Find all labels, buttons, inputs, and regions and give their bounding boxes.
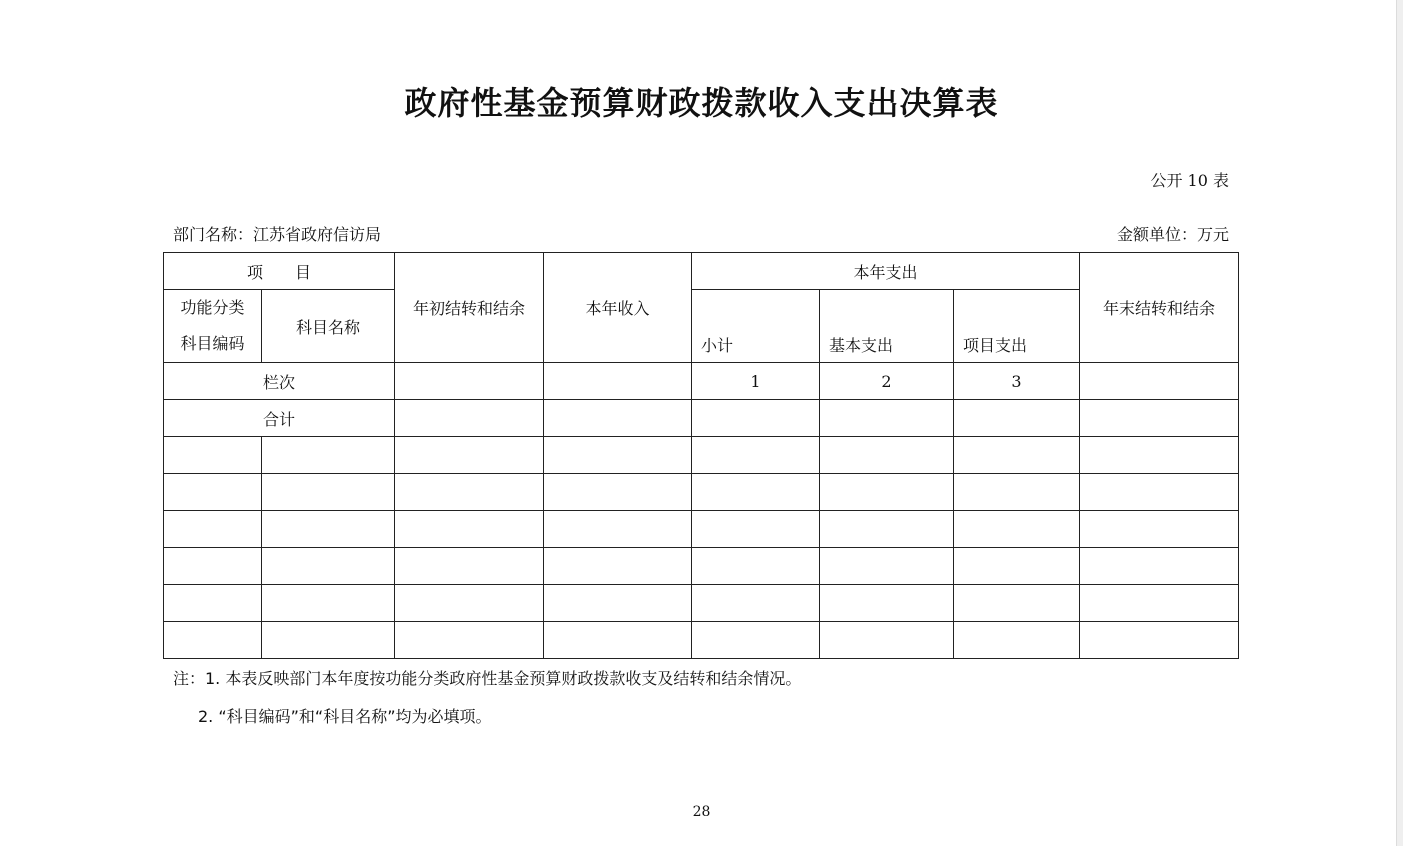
cell <box>954 622 1080 659</box>
cell <box>395 622 544 659</box>
header-subtotal: 小计 <box>692 290 820 363</box>
cell <box>1080 548 1239 585</box>
cell <box>544 437 692 474</box>
cell <box>820 585 954 622</box>
header-row-2 <box>164 290 1239 363</box>
cell <box>544 474 692 511</box>
cell <box>262 585 395 622</box>
header-closing-balance: 年末结转和结余 <box>1080 253 1239 363</box>
header-subject-name: 科目名称 <box>262 290 395 363</box>
header-opening-balance: 年初结转和结余 <box>395 253 544 363</box>
cell <box>544 548 692 585</box>
cell <box>692 400 820 437</box>
cell <box>820 622 954 659</box>
total-row <box>164 400 1239 437</box>
cell <box>1080 363 1239 400</box>
column-number-1: 1 <box>692 363 820 400</box>
cell <box>1080 437 1239 474</box>
budget-table <box>163 252 1239 659</box>
table-row <box>164 622 1239 659</box>
cell <box>164 548 262 585</box>
cell <box>954 585 1080 622</box>
page-edge <box>1396 0 1403 846</box>
cell <box>262 511 395 548</box>
cell <box>1080 400 1239 437</box>
header-row-1 <box>164 253 1239 290</box>
cell <box>820 548 954 585</box>
cell <box>820 400 954 437</box>
cell <box>544 511 692 548</box>
note-2: 2. “科目编码”和“科目名称”均为必填项。 <box>198 707 492 726</box>
cell <box>164 511 262 548</box>
header-item: 项 目 <box>164 253 395 290</box>
header-project-expenditure: 项目支出 <box>954 290 1080 363</box>
department-name: 部门名称：江苏省政府信访局 <box>173 225 382 244</box>
cell <box>395 363 544 400</box>
cell <box>544 585 692 622</box>
page-number: 28 <box>692 804 711 820</box>
table-row <box>164 437 1239 474</box>
cell <box>395 474 544 511</box>
cell <box>395 585 544 622</box>
cell <box>395 437 544 474</box>
cell <box>692 437 820 474</box>
table-row <box>164 548 1239 585</box>
table-row <box>164 585 1239 622</box>
cell <box>692 622 820 659</box>
cell <box>395 400 544 437</box>
cell <box>164 474 262 511</box>
cell <box>692 474 820 511</box>
cell <box>954 474 1080 511</box>
cell <box>954 437 1080 474</box>
amount-unit: 金额单位：万元 <box>1116 225 1229 244</box>
cell <box>692 548 820 585</box>
cell <box>1080 585 1239 622</box>
cell <box>954 511 1080 548</box>
cell <box>820 437 954 474</box>
document-title: 政府性基金预算财政拨款收入支出决算表 <box>404 84 999 122</box>
cell <box>262 622 395 659</box>
cell <box>692 585 820 622</box>
header-basic-expenditure: 基本支出 <box>820 290 954 363</box>
cell <box>262 548 395 585</box>
cell <box>820 511 954 548</box>
cell <box>164 437 262 474</box>
column-number-label: 栏次 <box>164 363 395 400</box>
cell <box>1080 622 1239 659</box>
cell <box>395 511 544 548</box>
cell <box>820 474 954 511</box>
header-function-code: 功能分类科目编码 <box>164 290 262 363</box>
table-row <box>164 474 1239 511</box>
cell <box>954 400 1080 437</box>
cell <box>544 363 692 400</box>
note-1: 注：1. 本表反映部门本年度按功能分类政府性基金预算财政拨款收支及结转和结余情况。 <box>173 669 802 688</box>
cell <box>262 474 395 511</box>
column-number-2: 2 <box>820 363 954 400</box>
cell <box>164 585 262 622</box>
column-number-3: 3 <box>954 363 1080 400</box>
column-number-row <box>164 363 1239 400</box>
total-label: 合计 <box>164 400 395 437</box>
cell <box>954 548 1080 585</box>
cell <box>544 400 692 437</box>
cell <box>395 548 544 585</box>
cell <box>544 622 692 659</box>
cell <box>1080 474 1239 511</box>
cell <box>164 622 262 659</box>
cell <box>692 511 820 548</box>
header-current-expenditure: 本年支出 <box>692 253 1080 290</box>
form-number: 公开 10 表 <box>1150 171 1229 190</box>
header-current-income: 本年收入 <box>544 253 692 363</box>
cell <box>1080 511 1239 548</box>
cell <box>262 437 395 474</box>
table-row <box>164 511 1239 548</box>
